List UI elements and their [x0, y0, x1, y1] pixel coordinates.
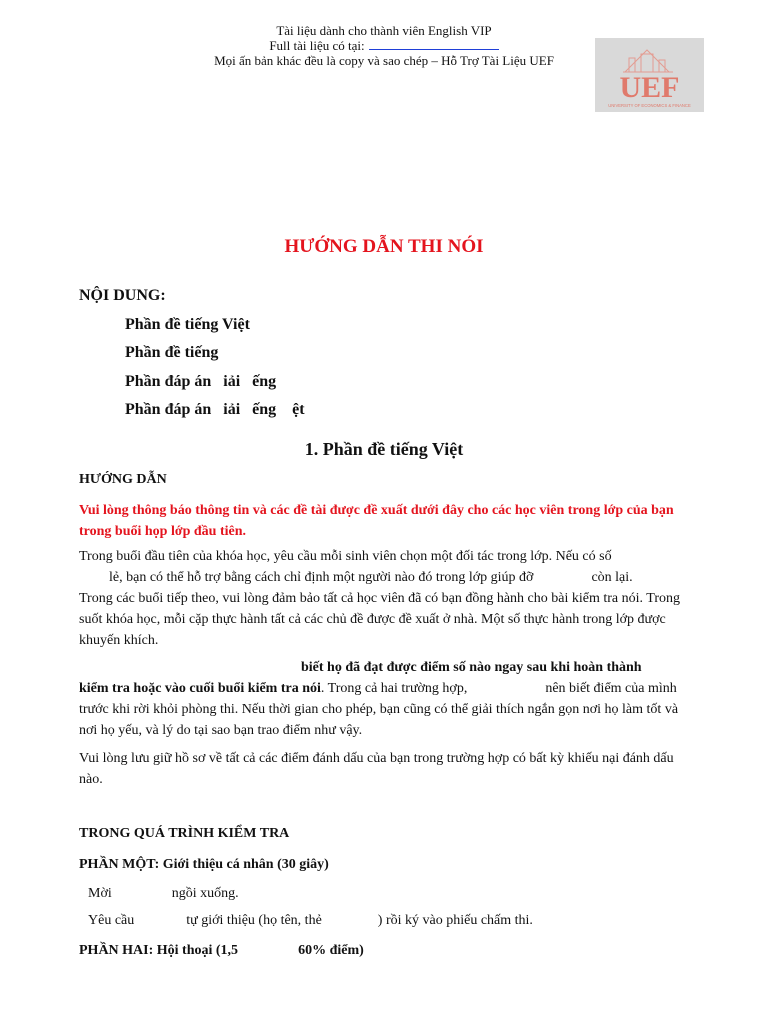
toc-item-4: Phần đáp án iải ếng ệt: [125, 401, 305, 418]
paragraph-2: [79, 657, 691, 741]
para1-line-d: Trong các buổi tiếp theo, vui lòng đảm bảo tất cả học viên đã có bạn đồng hành cho bài kiểm tra nói. Trong suốt khóa học, mỗi cặp thực hành tất cả các chủ đề được đề xuất ở nhà. Một số thực hành trong lớp được khuyến khích.: [79, 591, 680, 648]
para2-line-b: [79, 678, 691, 741]
page-title: HƯỚNG DẪN THI NÓI: [284, 236, 484, 257]
part-two-title-b: 60% điểm): [298, 943, 364, 958]
section-1-title: 1. Phần đề tiếng Việt: [304, 439, 464, 459]
paragraph-3: Vui lòng lưu giữ hồ sơ về tất cả các điểm đánh dấu của bạn trong trường hợp có bất kỳ khiếu nại đánh dấu nào.: [79, 751, 674, 787]
uef-logo: [595, 38, 704, 112]
paragraph-1: [79, 546, 691, 651]
red-note: Vui lòng thông báo thông tin và các đề tài được đề xuất dưới đây cho các học viên trong lớp của bạn trong buổi họp lớp đầu tiên.: [79, 503, 674, 539]
logo-subtext: UNIVERSITY OF ECONOMICS & FINANCE: [608, 103, 691, 108]
part-one-line-2: [88, 910, 700, 931]
part-one-l1-b: ngồi xuống.: [171, 886, 239, 901]
para1-c-text: còn lại.: [591, 570, 633, 585]
para1-line-a: Trong buổi đầu tiên của khóa học, yêu cầu mỗi sinh viên chọn một đối tác trong lớp. Nếu có số: [79, 549, 612, 564]
part-one-label: PHẦN MỘT:: [79, 857, 160, 872]
guide-heading: HƯỚNG DẪN: [79, 472, 167, 487]
part-one-l2-b: tự giới thiệu (họ tên, thẻ: [186, 913, 322, 928]
part-two-label: PHẦN HAI:: [79, 943, 154, 958]
header-line-1: Tài liệu dành cho thành viên English VIP: [276, 23, 492, 38]
toc-item-3: Phần đáp án iải ếng: [125, 373, 277, 390]
toc-item-2: Phần đề tiếng: [125, 344, 219, 361]
para2-line-a: [79, 657, 691, 678]
contents-heading: NỘI DUNG:: [79, 287, 166, 304]
para1-b-text: lẻ, bạn có thể hỗ trợ bằng cách chỉ định một người nào đó trong lớp giúp đỡ: [109, 570, 534, 585]
part-one-l2-c: ) rồi ký vào phiếu chấm thi.: [377, 913, 533, 928]
para1-line-b: [79, 567, 691, 588]
part-two-title-a: Hội thoại (1,5: [153, 943, 239, 958]
header-line-3: Mọi ấn bản khác đều là copy và sao chép – Hỗ Trợ Tài Liệu UEF: [214, 53, 554, 68]
part-one-heading: [79, 854, 691, 875]
part-one-title: Giới thiệu cá nhân (30 giây): [159, 857, 329, 872]
part-two-heading: [79, 940, 691, 961]
during-test-heading: TRONG QUÁ TRÌNH KIỂM TRA: [79, 826, 290, 841]
full-doc-label: Full tài liệu có tại:: [269, 38, 365, 53]
toc-item-1: Phần đề tiếng Việt: [125, 316, 250, 333]
logo-text: UEF: [619, 71, 680, 104]
part-one-l1-a: Mời: [88, 886, 112, 901]
part-one-line-1: [88, 883, 700, 904]
part-one-l2-a: Yêu cầu: [88, 913, 135, 928]
full-doc-link[interactable]: [369, 38, 499, 50]
para2-d-text: nên biết điểm của mình trước khi rời khỏi phòng thi. Nếu thời gian cho phép, bạn cũng có thể giải thích ngắn gọn nơi họ làm tốt và nơi họ yếu, và lý do tại sao bạn trao điểm như vậy.: [79, 681, 679, 738]
para2-b-text: kiểm tra hoặc vào cuối buổi kiểm tra nói: [79, 681, 321, 696]
para2-a-text: biết họ đã đạt được điểm số nào ngay sau khi hoàn thành: [301, 660, 642, 675]
para2-c-text: . Trong cả hai trường hợp,: [320, 681, 468, 696]
